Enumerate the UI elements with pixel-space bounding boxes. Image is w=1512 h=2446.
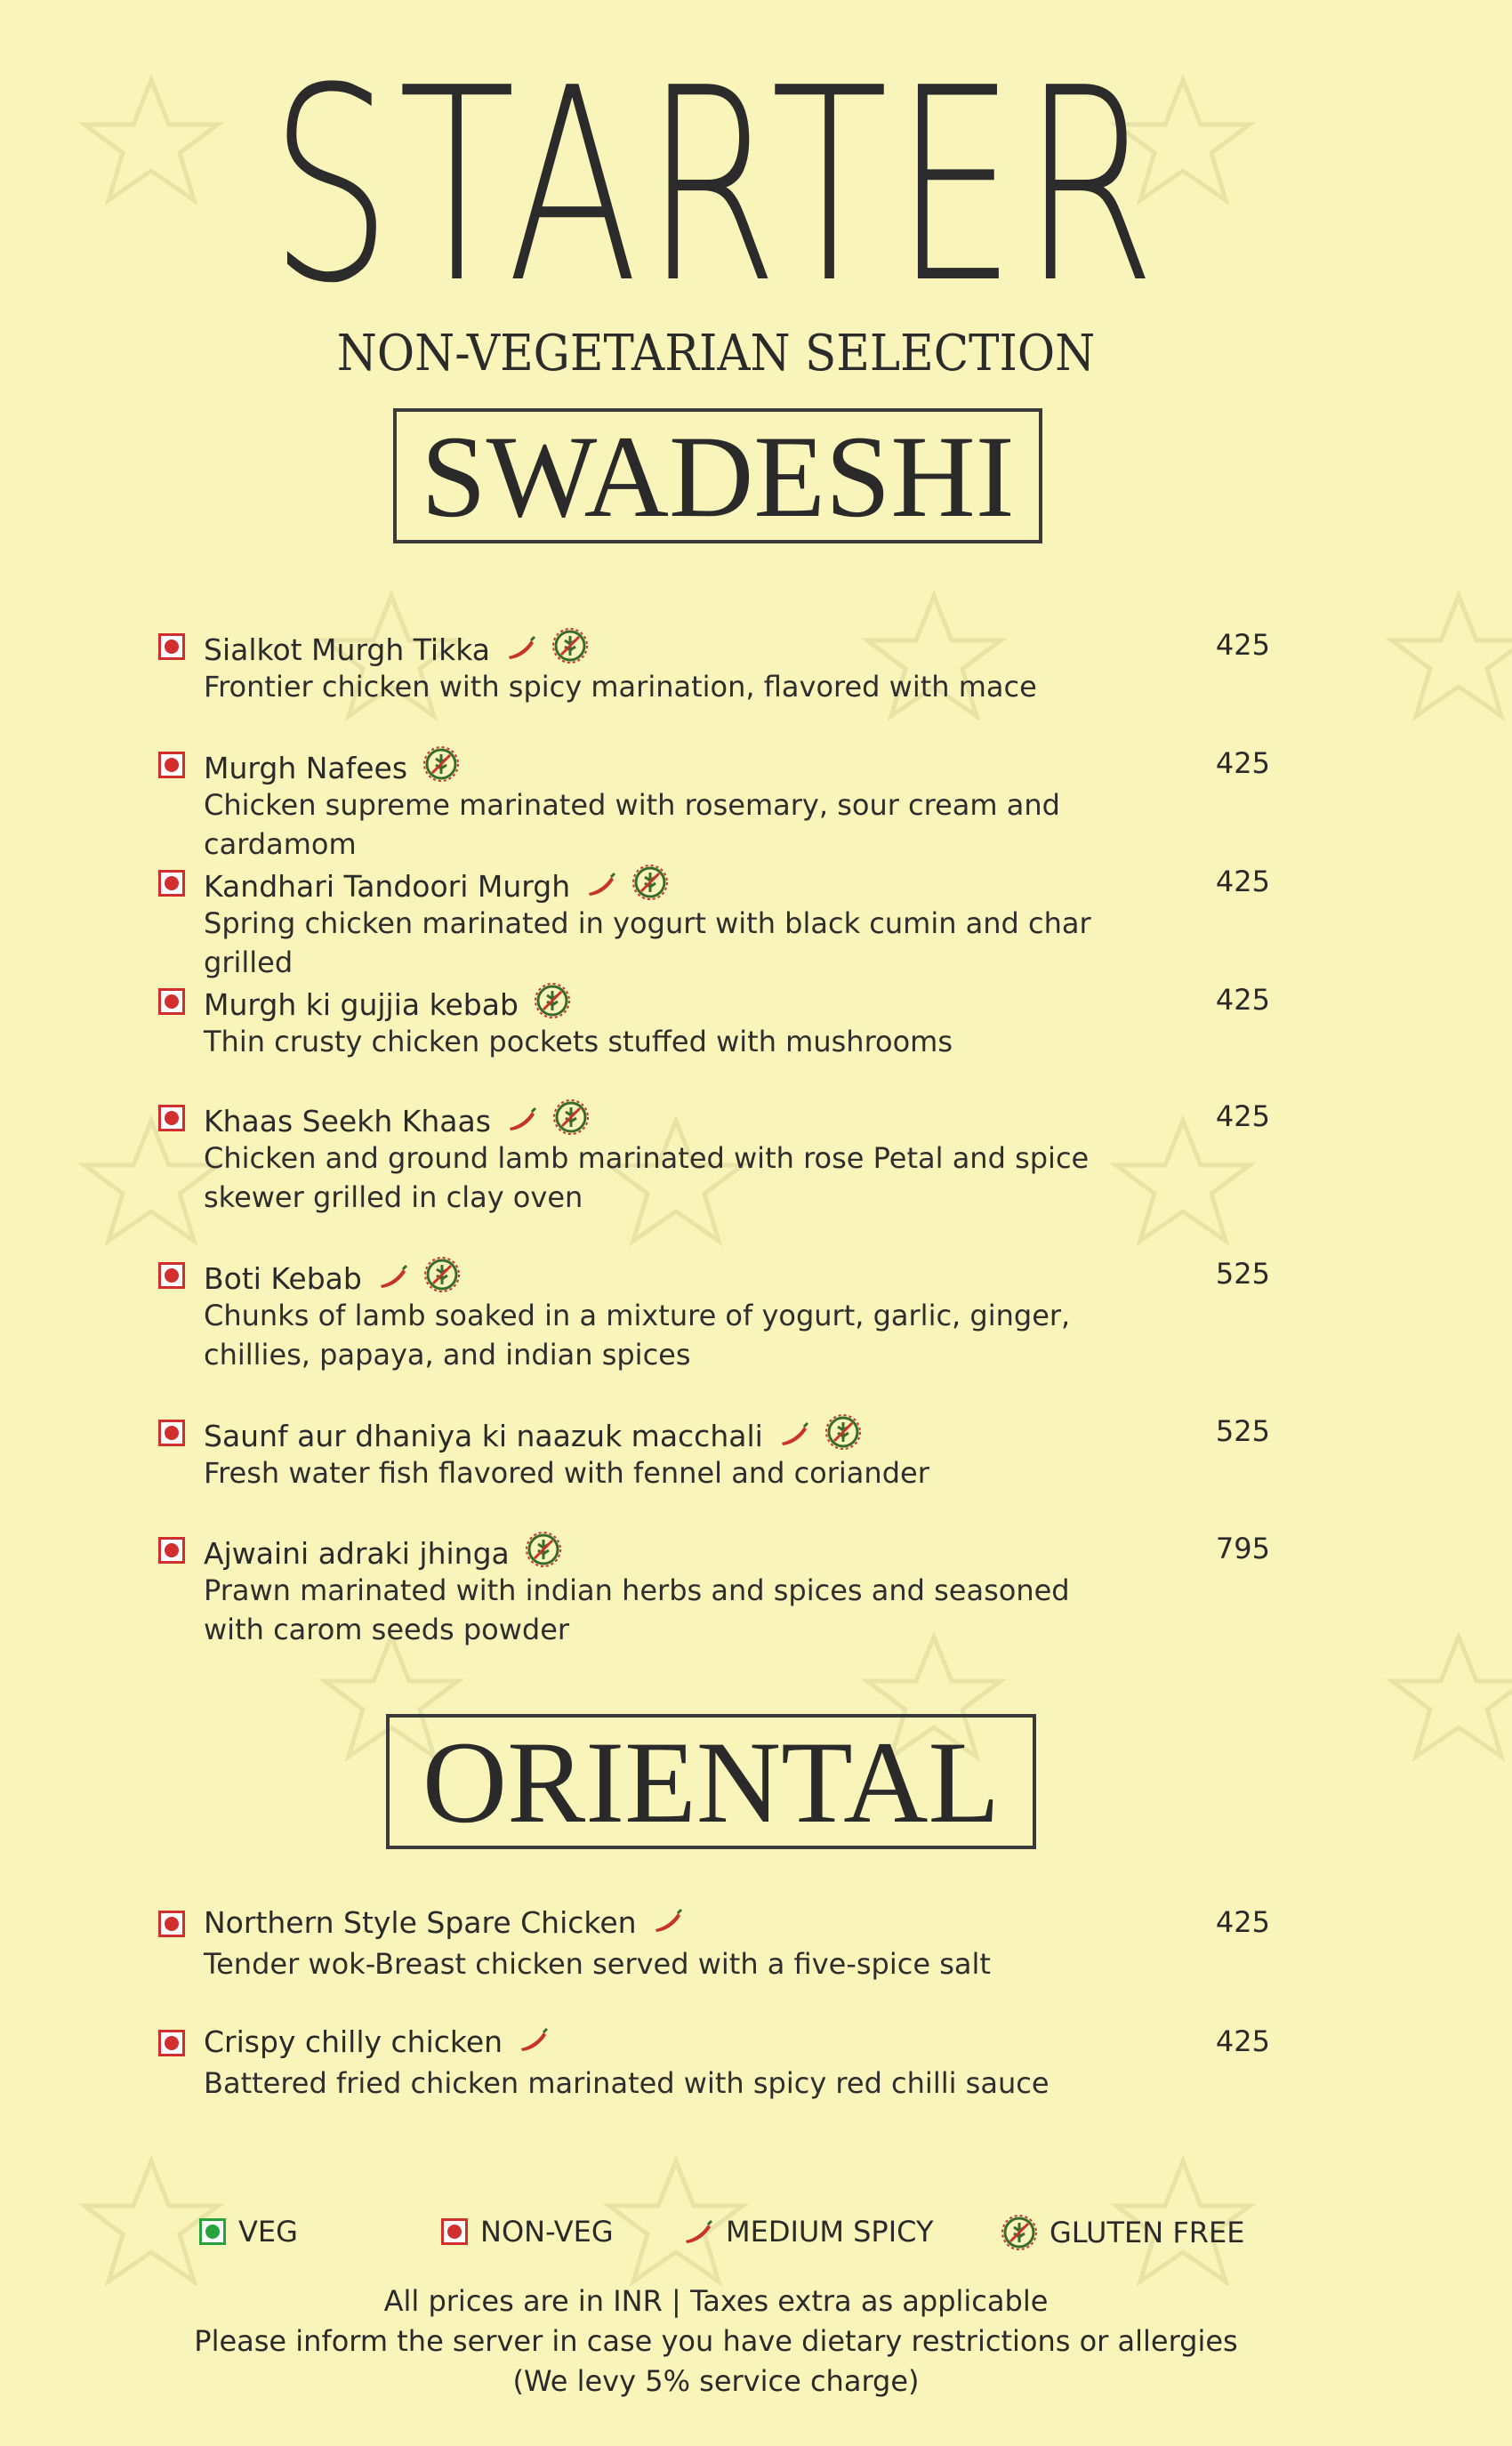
chilli-icon xyxy=(378,1261,408,1296)
gluten-free-icon xyxy=(535,983,570,1026)
menu-item-price: 795 xyxy=(1215,1532,1270,1565)
menu-item-price: 425 xyxy=(1215,746,1270,780)
non-veg-icon xyxy=(158,1262,185,1289)
non-veg-icon xyxy=(158,988,185,1015)
menu-item-name: Khaas Seekh Khaas xyxy=(204,1103,491,1139)
non-veg-icon xyxy=(158,1537,185,1564)
menu-item-name: Kandhari Tandoori Murgh xyxy=(204,868,571,904)
menu-item-price: 525 xyxy=(1215,1414,1270,1448)
footer-line-service-charge: (We levy 5% service charge) xyxy=(512,2364,920,2398)
page-subtitle: NON-VEGETARIAN SELECTION xyxy=(336,325,1096,382)
menu-item-price: 425 xyxy=(1215,628,1270,662)
chilli-icon xyxy=(683,2219,713,2244)
menu-item-name: Crispy chilly chicken xyxy=(204,2024,503,2059)
chilli-icon xyxy=(519,2024,549,2059)
gluten-free-icon xyxy=(825,1414,861,1457)
gluten-free-icon xyxy=(552,628,588,671)
menu-item-name-row xyxy=(204,2024,549,2059)
menu-item-name-row xyxy=(204,1414,861,1457)
menu-item-price: 525 xyxy=(1215,1257,1270,1291)
menu-item-description: Chicken and ground lamb marinated with rose Petal and spice skewer grilled in clay oven xyxy=(204,1141,1090,1214)
menu-item-name: Boti Kebab xyxy=(204,1260,362,1296)
gluten-free-icon xyxy=(632,865,668,907)
menu-item-name-row xyxy=(204,628,588,671)
menu-item-name: Murgh Nafees xyxy=(204,750,408,785)
menu-item-price: 425 xyxy=(1215,1905,1270,1939)
menu-item-description: Frontier chicken with spicy marination, flavored with mace xyxy=(204,670,1037,704)
menu-item-name-row xyxy=(204,1905,683,1940)
gluten-free-icon xyxy=(1001,2215,1037,2250)
menu-item-name-row xyxy=(204,746,459,789)
menu-item-name-row xyxy=(204,983,570,1026)
chilli-icon xyxy=(586,869,616,904)
menu-item-name-row xyxy=(204,1099,589,1142)
chilli-icon xyxy=(653,1905,683,1940)
menu-item-name: Sialkot Murgh Tikka xyxy=(204,632,490,667)
menu-item-name-row xyxy=(204,865,668,907)
menu-item-price: 425 xyxy=(1215,2024,1270,2058)
menu-item-name-row xyxy=(204,1257,460,1299)
section-heading-swadeshi: SWADESHI xyxy=(393,408,1042,543)
legend-gluten-free-label: GLUTEN FREE xyxy=(1050,2216,1245,2249)
legend-medium-spicy xyxy=(683,2215,933,2249)
gluten-free-icon xyxy=(553,1099,589,1142)
legend-medium-spicy-label: MEDIUM SPICY xyxy=(726,2215,934,2249)
chilli-icon xyxy=(506,632,536,667)
legend xyxy=(0,2215,1512,2259)
non-veg-icon xyxy=(441,2218,468,2245)
menu-item-description: Thin crusty chicken pockets stuffed with mushrooms xyxy=(204,1025,953,1058)
menu-item-description: Battered fried chicken marinated with spicy red chilli sauce xyxy=(204,2066,1050,2100)
gluten-free-icon xyxy=(424,1257,460,1299)
menu-item-price: 425 xyxy=(1215,865,1270,898)
menu-item-description: Prawn marinated with indian herbs and spices and seasoned with carom seeds powder xyxy=(204,1573,1070,1646)
menu-item-description: Spring chicken marinated in yogurt with black cumin and char grilled xyxy=(204,906,1091,979)
section-heading-oriental: ORIENTAL xyxy=(386,1714,1036,1849)
legend-veg xyxy=(199,2215,298,2249)
legend-non-veg xyxy=(441,2215,614,2249)
menu-item-description: Chicken supreme marinated with rosemary, sour cream and cardamom xyxy=(204,788,1060,861)
non-veg-icon xyxy=(158,1105,185,1131)
menu-item-name: Murgh ki gujjia kebab xyxy=(204,986,519,1022)
chilli-icon xyxy=(779,1419,809,1453)
non-veg-icon xyxy=(158,1911,185,1937)
non-veg-icon xyxy=(158,870,185,897)
non-veg-icon xyxy=(158,1420,185,1446)
footer-line-allergies: Please inform the server in case you have dietary restrictions or allergies xyxy=(194,2324,1238,2358)
footer-notes xyxy=(0,2281,1432,2402)
non-veg-icon xyxy=(158,752,185,778)
legend-gluten-free xyxy=(1001,2215,1244,2250)
legend-non-veg-label: NON-VEG xyxy=(480,2215,614,2249)
footer-line-prices: All prices are in INR | Taxes extra as applicable xyxy=(383,2284,1049,2318)
menu-item-price: 425 xyxy=(1215,983,1270,1017)
menu-item-description: Chunks of lamb soaked in a mixture of yogurt, garlic, ginger, chillies, papaya, and indian spices xyxy=(204,1299,1071,1372)
menu-item-name: Saunf aur dhaniya ki naazuk macchali xyxy=(204,1418,763,1453)
menu-item-price: 425 xyxy=(1215,1099,1270,1133)
menu-item-name: Northern Style Spare Chicken xyxy=(204,1905,637,1940)
chilli-icon xyxy=(507,1104,537,1139)
menu-item-description: Tender wok-Breast chicken served with a five-spice salt xyxy=(204,1947,991,1981)
non-veg-icon xyxy=(158,2030,185,2056)
menu-item-name: Ajwaini adraki jhinga xyxy=(204,1535,510,1571)
gluten-free-icon xyxy=(526,1532,561,1574)
veg-icon xyxy=(199,2218,226,2245)
menu-item-name-row xyxy=(204,1532,561,1574)
page-title: STARTER xyxy=(269,31,1162,342)
gluten-free-icon xyxy=(423,746,459,789)
menu-item-description: Fresh water fish flavored with fennel and coriander xyxy=(204,1456,929,1490)
legend-veg-label: VEG xyxy=(238,2215,298,2249)
non-veg-icon xyxy=(158,633,185,660)
